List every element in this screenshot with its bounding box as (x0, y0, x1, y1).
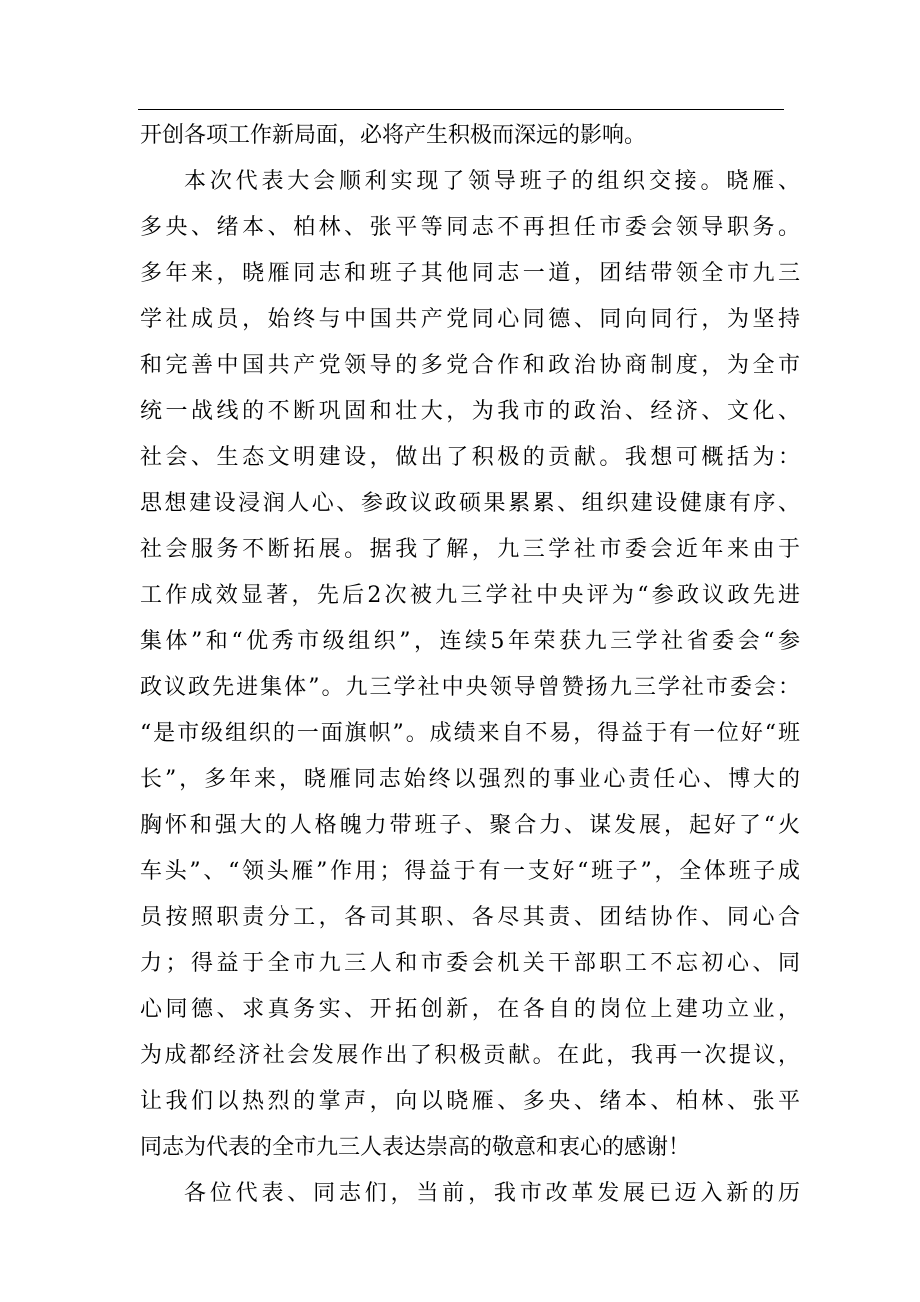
paragraph-line: 心同德、求真务实、开拓创新，在各自的岗位上建功立业， (140, 997, 800, 1022)
paragraph-line: 社会服务不断拓展。据我了解，九三学社市委会近年来由于 (140, 537, 800, 562)
paragraph-line: 力；得益于全市九三人和市委会机关干部职工不忘初心、同 (140, 951, 800, 976)
paragraph-line: 员按照职责分工，各司其职、各尽其责、团结协作、同心合 (140, 905, 800, 930)
paragraph-line: 车头”、“领头雁”作用；得益于有一支好“班子”，全体班子成 (140, 859, 800, 884)
paragraph-line: 同志为代表的全市九三人表达崇高的敬意和衷心的感谢！ (140, 1135, 691, 1160)
paragraph-line: 多央、绪本、柏林、张平等同志不再担任市委会领导职务。 (140, 215, 800, 240)
paragraph-line: 统一战线的不断巩固和壮大，为我市的政治、经济、文化、 (140, 399, 800, 424)
paragraph-line: 和完善中国共产党领导的多党合作和政治协商制度，为全市 (140, 353, 800, 378)
paragraph-line: 多年来，晓雁同志和班子其他同志一道，团结带领全市九三 (140, 261, 800, 286)
paragraph-line: 学社成员，始终与中国共产党同心同德、同向同行，为坚持 (140, 307, 800, 332)
paragraph-line: 让我们以热烈的掌声，向以晓雁、多央、绪本、柏林、张平 (140, 1089, 800, 1114)
paragraph-line: 开创各项工作新局面，必将产生积极而深远的影响。 (140, 123, 647, 148)
paragraph-line: 胸怀和强大的人格魄力带班子、聚合力、谋发展，起好了“火 (140, 813, 800, 838)
paragraph-line: 社会、生态文明建设，做出了积极的贡献。我想可概括为： (140, 445, 800, 470)
paragraph-line: 为成都经济社会发展作出了积极贡献。在此，我再一次提议， (140, 1043, 800, 1068)
body-text (140, 118, 800, 1222)
paragraph-line: “是市级组织的一面旗帜”。成绩来自不易，得益于有一位好“班 (140, 721, 800, 746)
paragraph-line: 集体”和“优秀市级组织”，连续5年荣获九三学社省委会“参 (140, 629, 800, 654)
paragraph-line: 思想建设浸润人心、参政议政硕果累累、组织建设健康有序、 (140, 491, 800, 516)
paragraph-line: 长”，多年来，晓雁同志始终以强烈的事业心责任心、博大的 (140, 767, 800, 792)
paragraph-line: 政议政先进集体”。九三学社中央领导曾赞扬九三学社市委会： (140, 675, 800, 700)
header-rule (138, 109, 784, 110)
paragraph-line: 本次代表大会顺利实现了领导班子的组织交接。晓雁、 (184, 169, 800, 194)
paragraph-line: 工作成效显著，先后2次被九三学社中央评为“参政议政先进 (140, 583, 800, 608)
paragraph-line: 各位代表、同志们，当前，我市改革发展已迈入新的历 (184, 1181, 800, 1206)
